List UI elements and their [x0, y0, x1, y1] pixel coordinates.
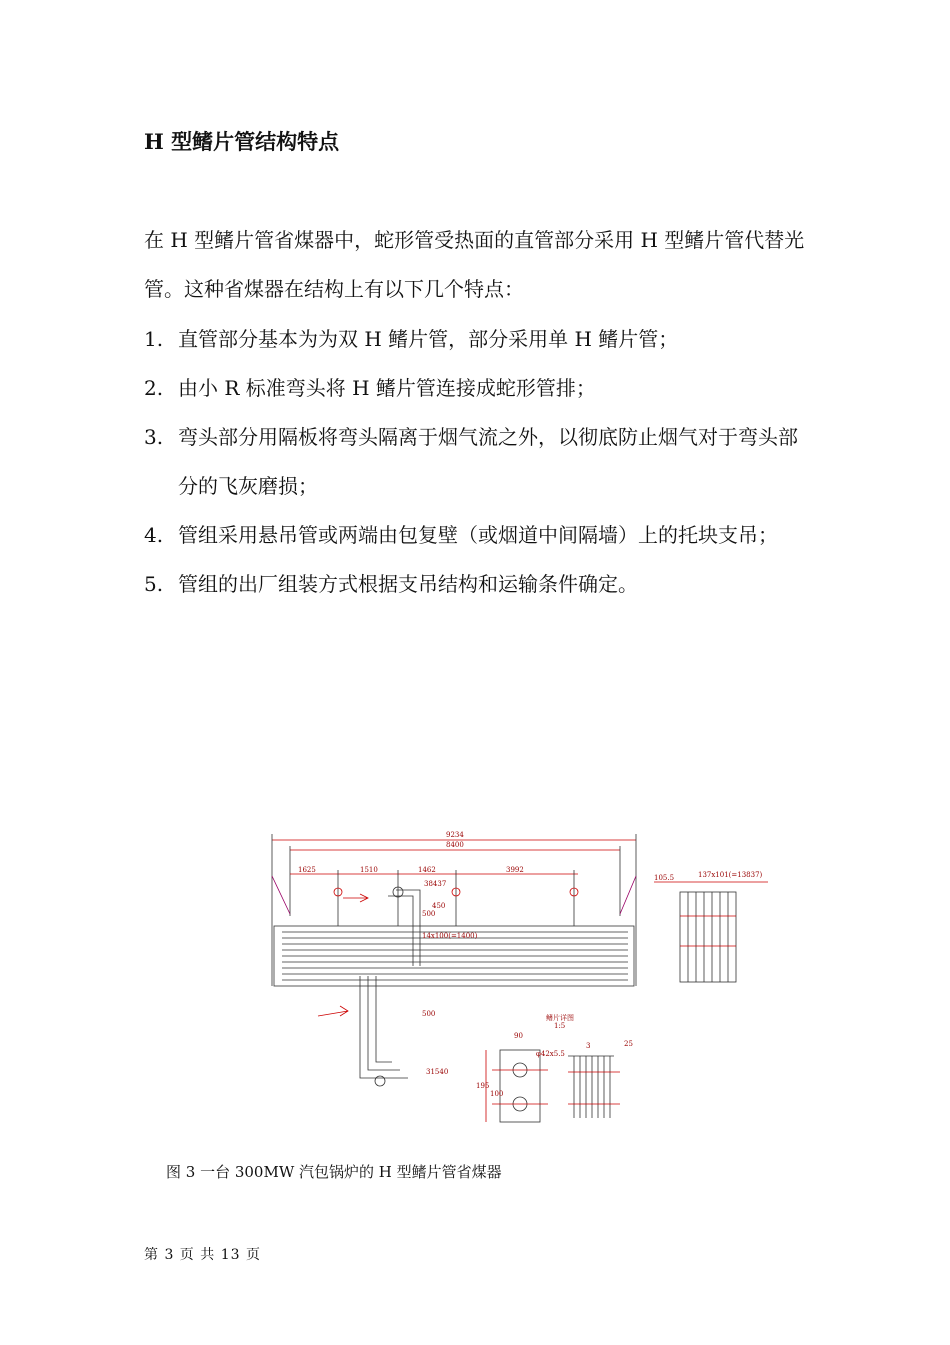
list-text: 弯头部分用隔板将弯头隔离于烟气流之外，以彻底防止烟气对于弯头部分的飞灰磨损； [178, 425, 798, 498]
detail-pipe: φ42x5.5 [536, 1050, 565, 1058]
dim-seg-2: 1510 [360, 866, 378, 874]
dim-total: 9234 [446, 831, 464, 839]
detail-25: 25 [624, 1040, 633, 1048]
feature-list [144, 315, 814, 609]
list-text: 由小 R 标准弯头将 H 鳍片管连接成蛇形管排； [178, 376, 596, 400]
figure-caption: 图 3 一台 300MW 汽包锅炉的 H 型鳍片管省煤器 [166, 1163, 502, 1181]
detail-3: 3 [586, 1042, 591, 1050]
list-item [144, 364, 814, 413]
list-number: 1. [144, 327, 164, 351]
dim-seg-3: 1462 [418, 866, 436, 874]
list-item [144, 315, 814, 364]
dim-seg-1: 1625 [298, 866, 316, 874]
intro-paragraph: 在 H 型鳍片管省煤器中，蛇形管受热面的直管部分采用 H 型鳍片管代替光管。这种省煤器在结构上有以下几个特点： [144, 228, 805, 301]
detail-90: 90 [514, 1032, 523, 1040]
detail-title: 鳍片详图 [546, 1014, 574, 1022]
page-footer: 第 3 页 共 13 页 [144, 1247, 261, 1263]
list-item [144, 413, 814, 511]
label-500: 500 [422, 910, 436, 918]
section-title: H 型鳍片管结构特点 [144, 129, 340, 154]
detail-100: 100 [490, 1090, 504, 1098]
dim-seg-4: 3992 [506, 866, 524, 874]
label-31540: 31540 [426, 1068, 449, 1076]
list-text: 管组采用悬吊管或两端由包复壁（或烟道中间隔墙）上的托块支吊； [178, 523, 778, 547]
dim-inner: 8400 [446, 841, 464, 849]
economizer-drawing [268, 826, 788, 1128]
list-number: 4. [144, 523, 164, 547]
dim-side-a: 105.5 [654, 874, 675, 882]
list-number: 3. [144, 425, 164, 449]
list-item [144, 560, 814, 609]
list-number: 5. [144, 572, 164, 596]
label-38437: 38437 [424, 880, 447, 888]
list-item [144, 511, 814, 560]
dim-side-b: 137x101(=13837) [698, 871, 763, 879]
label-450: 450 [432, 902, 446, 910]
detail-scale: 1:5 [554, 1022, 566, 1030]
list-text: 管组的出厂组装方式根据支吊结构和运输条件确定。 [178, 572, 638, 596]
list-text: 直管部分基本为为双 H 鳍片管，部分采用单 H 鳍片管； [178, 327, 679, 351]
list-number: 2. [144, 376, 164, 400]
label-14x100: 14x100(=1400) [422, 932, 478, 940]
label-500b: 500 [422, 1010, 436, 1018]
detail-195: 195 [476, 1082, 490, 1090]
